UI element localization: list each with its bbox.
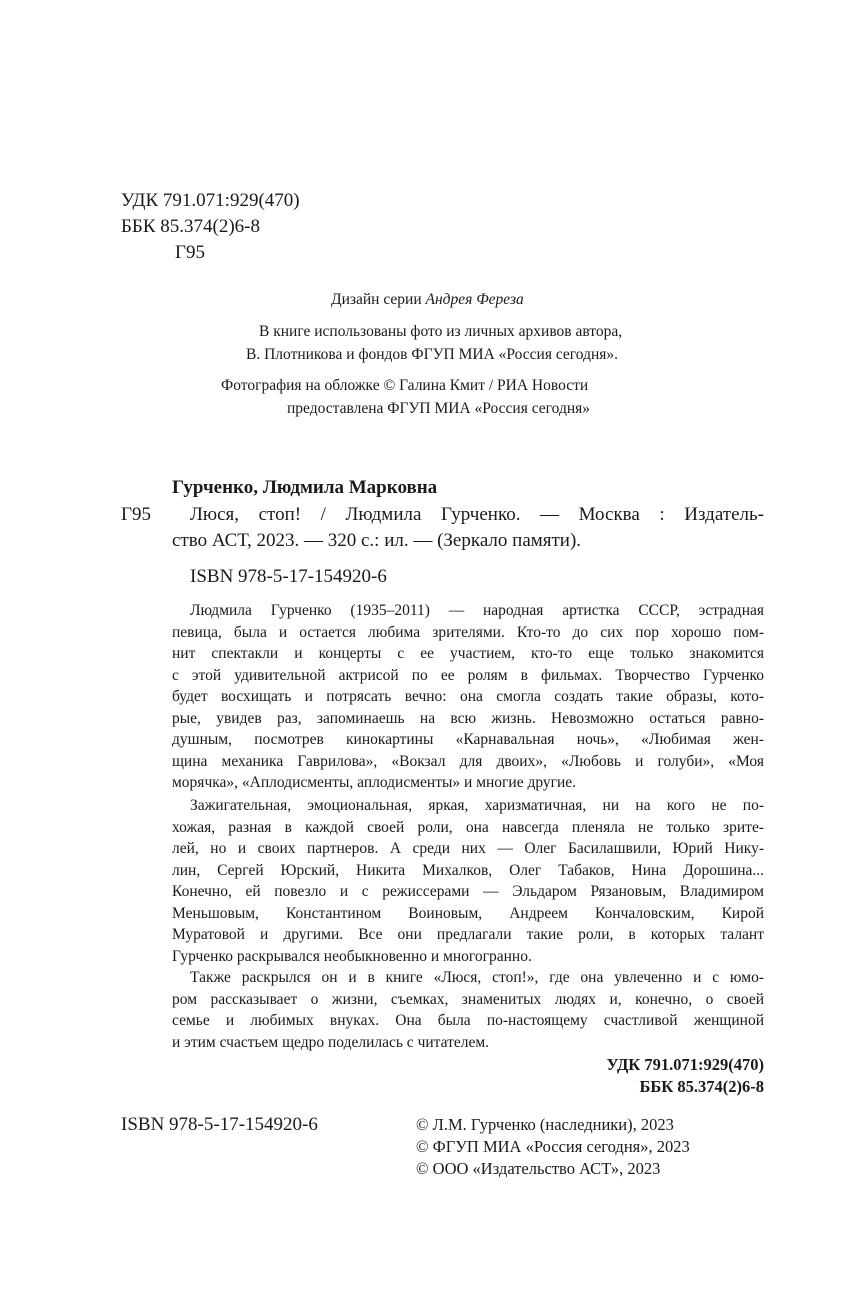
text-line: морячка», «Аплодисменты, аплодисменты» и многие другие. <box>172 774 577 791</box>
copyright-line: © ООО «Издательство АСТ», 2023 <box>416 1159 661 1178</box>
text-line: будет восхищать и потрясать вечно: она смогла создать такие образы, кото- <box>172 688 764 705</box>
bbk-bottom: ББК 85.374(2)6-8 <box>639 1077 764 1096</box>
cover-photo-credit-line2: предоставлена ФГУП МИА «Россия сегодня» <box>287 400 590 417</box>
text-line: с этой удивительной актрисой по ее ролям в фильмах. Творчество Гурченко <box>172 666 764 684</box>
cover-photo-credit-line1: Фотография на обложке © Галина Кмит / РИА Новости <box>221 377 589 394</box>
text-line: семье и любимых внуках. Она была по-настоящему счастливой женщиной <box>172 1012 764 1029</box>
photos-credit-line1: В книге использованы фото из личных архивов автора, <box>259 323 623 340</box>
author-mark: Г95 <box>121 504 151 525</box>
annotation-paragraph-2 <box>172 795 764 967</box>
text-line: лин, Сергей Юрский, Никита Михалков, Олег Табаков, Нина Дорошина... <box>172 861 764 879</box>
text-line: Муратовой и другими. Все они предлагали такие роли, в которых талант <box>172 926 764 943</box>
author-mark-top: Г95 <box>175 242 205 263</box>
series-designer-name: Андрея Фереза <box>425 291 524 308</box>
series-design-prefix: Дизайн серии <box>331 291 426 308</box>
isbn-footer: ISBN 978-5-17-154920-6 <box>121 1114 318 1135</box>
text-line: Меньшовым, Константином Воиновым, Андреем Кончаловским, Кирой <box>172 904 764 922</box>
text-line: Зажигательная, эмоциональная, яркая, харизматичная, ни на кого не по- <box>190 797 764 814</box>
text-line: Людмила Гурченко (1935–2011) — народная артистка СССР, эстрадная <box>190 602 764 619</box>
text-line: рые, увидев раз, запоминаешь на всю жизнь. Невозможно остаться равно- <box>172 709 764 727</box>
text-line: ром рассказывает о жизни, съемках, знаменитых людях и, конечно, о своей <box>172 990 764 1008</box>
copyright-block <box>416 1114 690 1180</box>
title-line2: ство АСТ, 2023. — 320 с.: ил. — (Зеркало памяти). <box>172 530 582 551</box>
series-design-credit <box>331 288 524 312</box>
text-line: и этим счастьем щедро поделилась с читателем. <box>172 1033 490 1051</box>
annotation-paragraph-1 <box>172 600 764 794</box>
text-line: хожая, разная в каждой своей роли, она навсегда пленяла не только зрите- <box>172 818 764 836</box>
text-line: певица, была и остается любима зрителями. Кто-то до сих пор хорошо пом- <box>172 623 764 641</box>
text-line: лей, но и своих партнеров. А среди них — Олег Басилашвили, Юрий Нику- <box>172 840 764 857</box>
udk-top: УДК 791.071:929(470) <box>121 190 300 211</box>
bbk-top: ББК 85.374(2)6-8 <box>121 216 260 237</box>
text-line: нит спектакли и концерты с ее участием, кто-то еще только знакомится <box>172 645 764 662</box>
copyright-line: © Л.М. Гурченко (наследники), 2023 <box>416 1115 674 1134</box>
text-line: Конечно, ей повезло и с режиссерами — Эльдаром Рязановым, Владимиром <box>172 883 764 900</box>
isbn-catalog: ISBN 978-5-17-154920-6 <box>190 566 387 587</box>
text-line: Также раскрылся он и в книге «Люся, стоп!», где она увлеченно и с юмо- <box>190 969 764 986</box>
copyright-line: © ФГУП МИА «Россия сегодня», 2023 <box>416 1137 690 1156</box>
annotation-paragraph-3 <box>172 967 764 1053</box>
text-line: Гурченко раскрывался необыкновенно и многогранно. <box>172 947 532 965</box>
text-line: щина механика Гаврилова», «Вокзал для двоих», «Любовь и голуби», «Моя <box>172 752 764 770</box>
author-heading: Гурченко, Людмила Марковна <box>172 477 438 498</box>
title-line1: Люся, стоп! / Людмила Гурченко. — Москва : Издатель- <box>190 504 764 525</box>
text-line: душным, посмотрев кинокартины «Карнавальная ночь», «Любимая жен- <box>172 731 764 748</box>
photos-credit-line2: В. Плотникова и фондов ФГУП МИА «Россия сегодня». <box>246 346 619 363</box>
udk-bottom: УДК 791.071:929(470) <box>606 1055 764 1074</box>
